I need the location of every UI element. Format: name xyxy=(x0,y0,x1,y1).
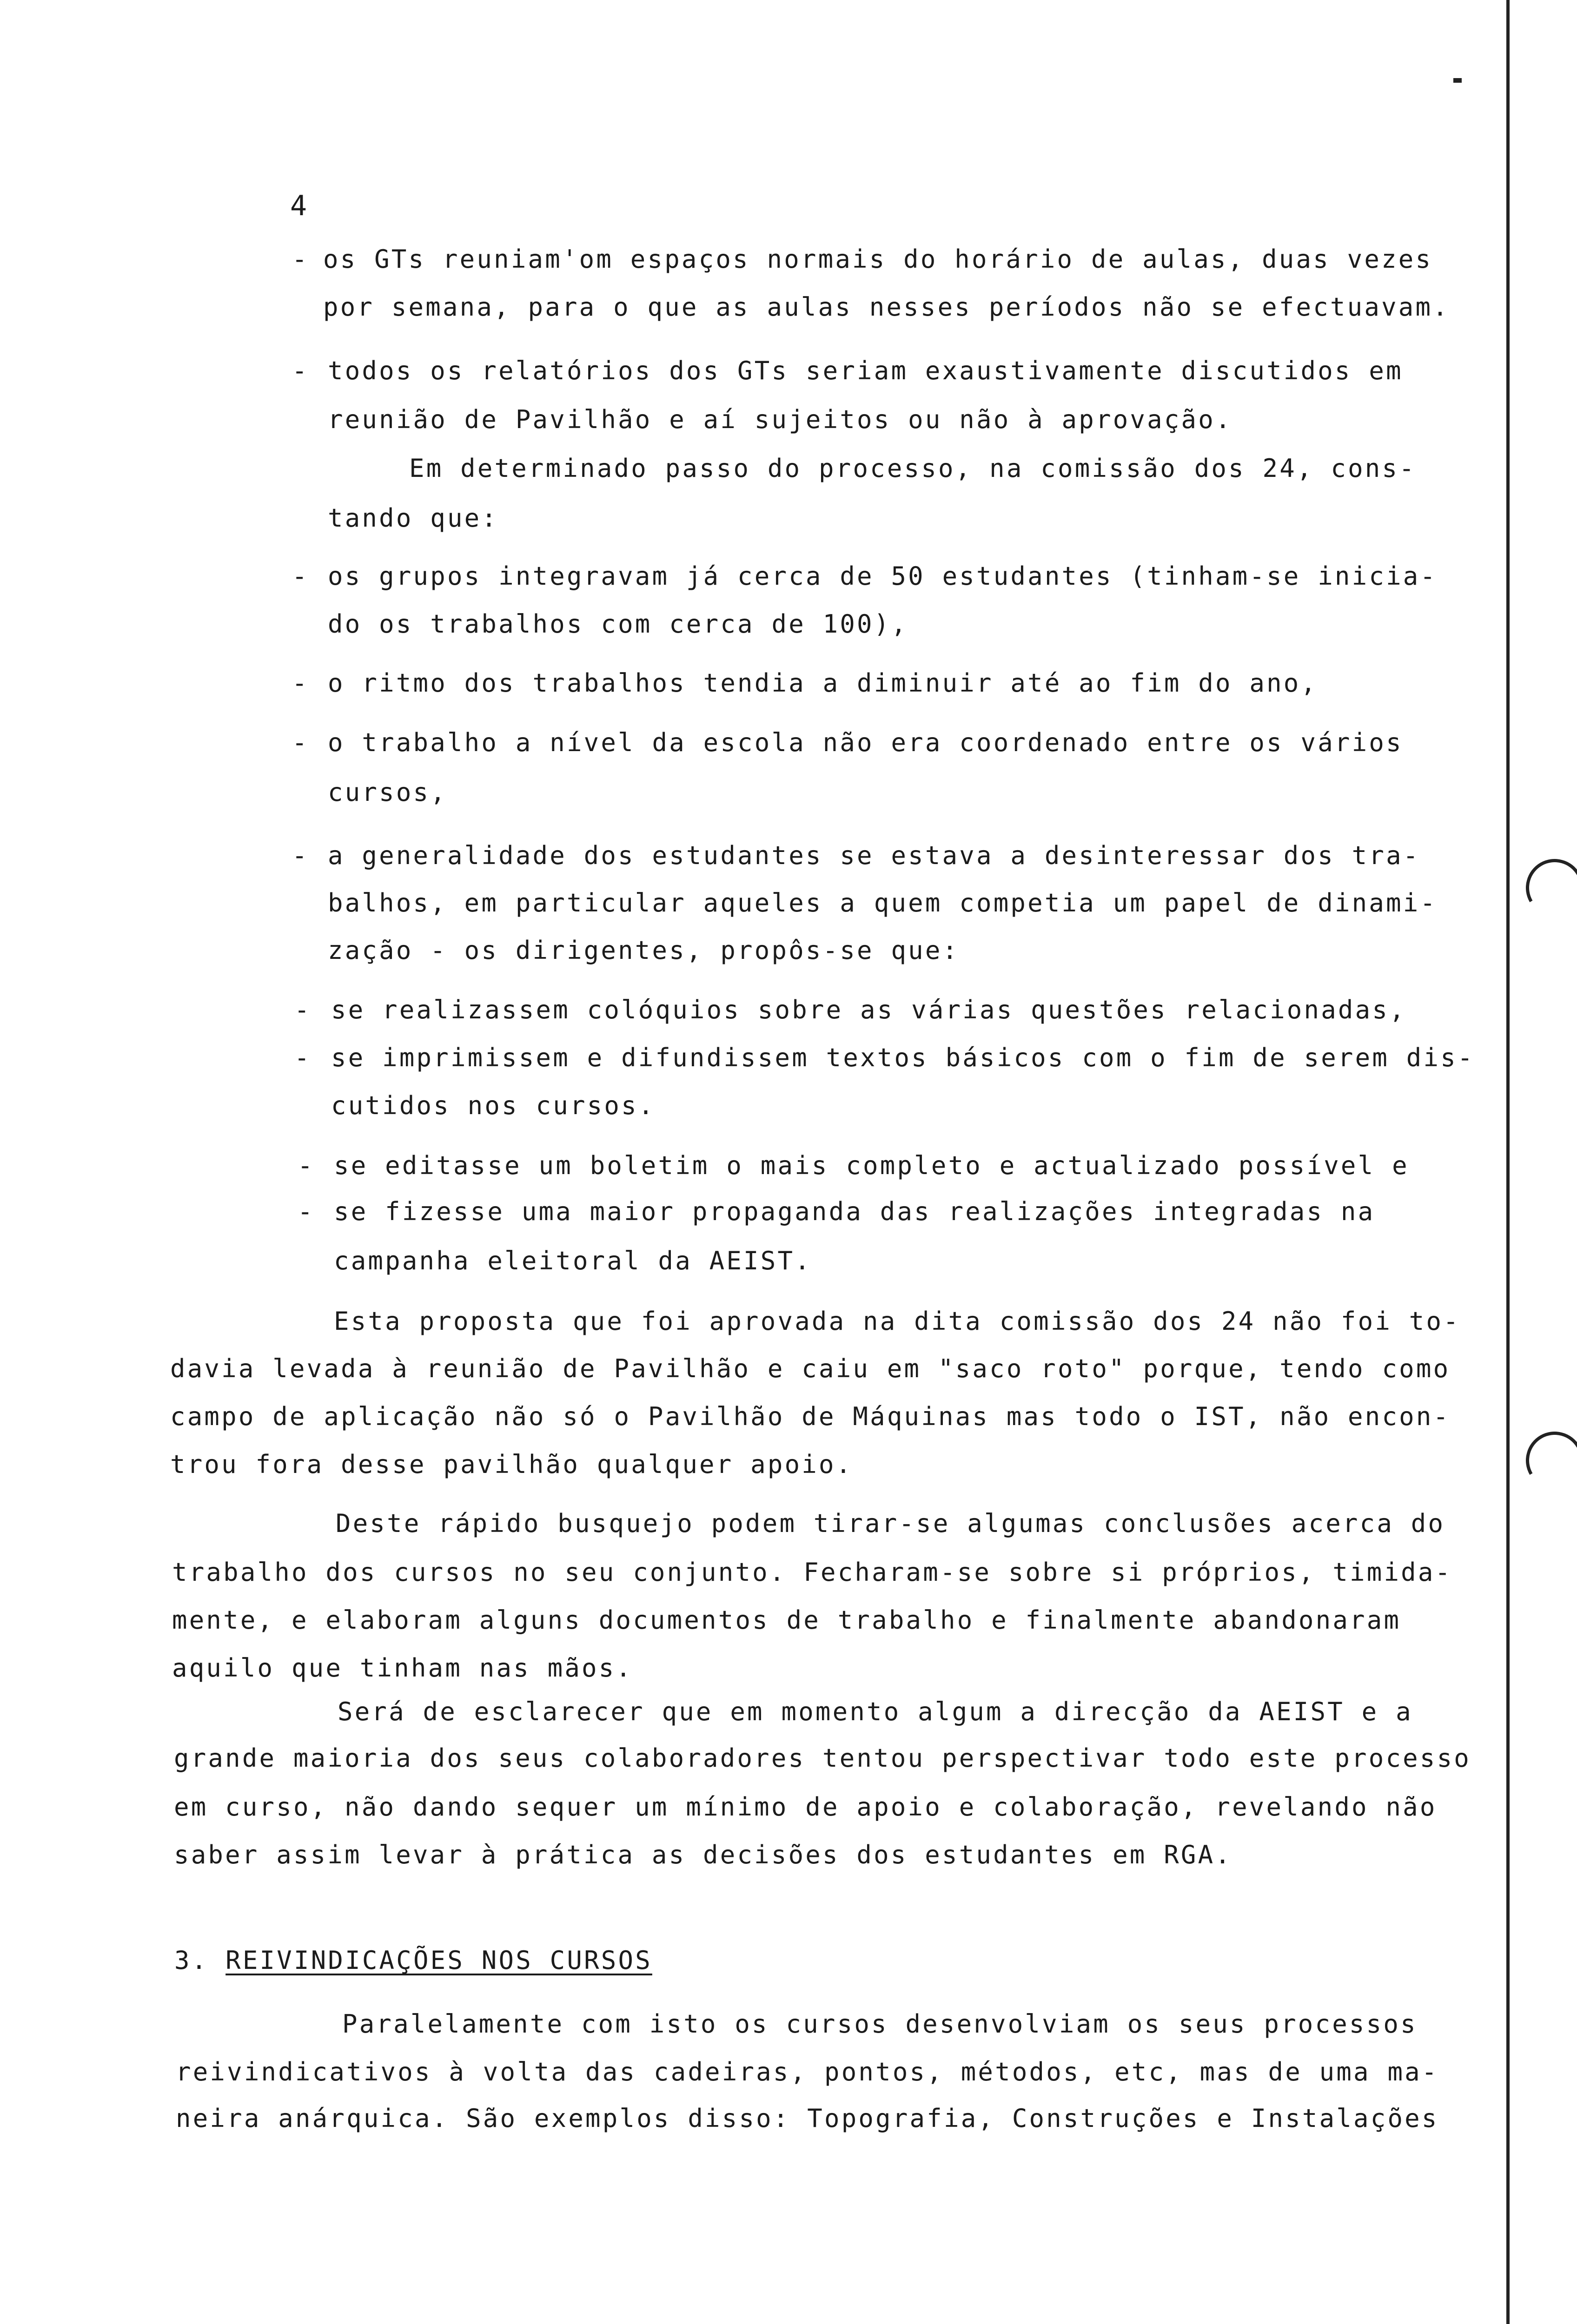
page-edge-rule xyxy=(1506,0,1510,2324)
bullet-dash: - xyxy=(292,728,307,757)
text-line: se realizassem colóquios sobre as várias questões relacionadas, xyxy=(331,995,1406,1024)
text-line: a generalidade dos estudantes se estava a desinteressar dos tra- xyxy=(328,841,1420,870)
text-line: zação - os dirigentes, propôs-se que: xyxy=(328,936,960,965)
text-line: trou fora desse pavilhão qualquer apoio. xyxy=(170,1450,853,1479)
bullet-dash: - xyxy=(292,356,307,385)
text-line: Será de esclarecer que em momento algum a direcção da AEIST e a xyxy=(338,1697,1413,1726)
text-line: campanha eleitoral da AEIST. xyxy=(334,1246,812,1275)
text-line: se fizesse uma maior propaganda das realizações integradas na xyxy=(334,1197,1375,1226)
bullet-dash: - xyxy=(298,1151,313,1180)
text-line: se imprimissem e difundissem textos básicos com o fim de serem dis- xyxy=(331,1043,1475,1072)
text-line: campo de aplicação não só o Pavilhão de Máquinas mas todo o IST, não encon- xyxy=(170,1402,1451,1431)
text-line: tando que: xyxy=(328,503,499,533)
text-line: reunião de Pavilhão e aí sujeitos ou não à aprovação. xyxy=(328,405,1232,434)
text-line: aquilo que tinham nas mãos. xyxy=(172,1653,633,1683)
text-line: se editasse um boletim o mais completo e actualizado possível e xyxy=(334,1151,1409,1180)
text-line: saber assim levar à prática as decisões dos estudantes em RGA. xyxy=(174,1840,1232,1869)
bullet-dash: - xyxy=(292,244,307,274)
scan-mark xyxy=(1453,78,1462,83)
text-line: balhos, em particular aqueles a quem competia um papel de dinami- xyxy=(328,888,1438,918)
section-title: REIVINDICAÇÕES NOS CURSOS xyxy=(225,1946,652,1975)
punch-hole-mark-lower xyxy=(1519,1425,1577,1496)
text-line: Em determinado passo do processo, na comissão dos 24, cons- xyxy=(409,454,1416,483)
text-line: mente, e elaboram alguns documentos de trabalho e finalmente abandonaram xyxy=(172,1605,1401,1635)
text-line: o trabalho a nível da escola não era coordenado entre os vários xyxy=(328,728,1403,757)
text-line: Esta proposta que foi aprovada na dita comissão dos 24 não foi to- xyxy=(334,1307,1460,1336)
text-line: grande maioria dos seus colaboradores tentou perspectivar todo este processo xyxy=(174,1743,1471,1773)
text-line: cutidos nos cursos. xyxy=(331,1091,656,1120)
punch-hole-mark-upper xyxy=(1519,852,1577,923)
text-line: neira anárquica. São exemplos disso: Topografia, Construções e Instalações xyxy=(176,2104,1439,2133)
bullet-dash: - xyxy=(292,841,307,870)
bullet-dash: - xyxy=(292,668,307,698)
bullet-dash: - xyxy=(298,1197,313,1226)
text-line: os grupos integravam já cerca de 50 estudantes (tinham-se inicia- xyxy=(328,561,1438,591)
section-number: 3. xyxy=(174,1946,209,1975)
bullet-dash: - xyxy=(294,1043,310,1072)
text-line: reivindicativos à volta das cadeiras, pontos, métodos, etc, mas de uma ma- xyxy=(176,2057,1439,2086)
text-line: os GTs reuniam'om espaços normais do horário de aulas, duas vezes xyxy=(323,244,1433,274)
section-heading xyxy=(174,1945,652,1976)
text-line: o ritmo dos trabalhos tendia a diminuir até ao fim do ano, xyxy=(328,668,1318,698)
text-line: Paralelamente com isto os cursos desenvolviam os seus processos xyxy=(342,2009,1418,2039)
page-number: 4 xyxy=(290,190,307,222)
text-line: do os trabalhos com cerca de 100), xyxy=(328,609,908,639)
text-line: por semana, para o que as aulas nesses períodos não se efectuavam. xyxy=(323,292,1450,322)
bullet-dash: - xyxy=(292,561,307,591)
bullet-dash: - xyxy=(294,995,310,1024)
text-line: todos os relatórios dos GTs seriam exaustivamente discutidos em xyxy=(328,356,1403,385)
text-line: davia levada à reunião de Pavilhão e caiu em "saco roto" porque, tendo como xyxy=(170,1354,1451,1383)
text-line: em curso, não dando sequer um mínimo de apoio e colaboração, revelando não xyxy=(174,1792,1437,1822)
text-line: cursos, xyxy=(328,778,447,807)
text-line: trabalho dos cursos no seu conjunto. Fecharam-se sobre si próprios, timida- xyxy=(172,1558,1452,1587)
text-line: Deste rápido busquejo podem tirar-se algumas conclusões acerca do xyxy=(336,1509,1445,1538)
